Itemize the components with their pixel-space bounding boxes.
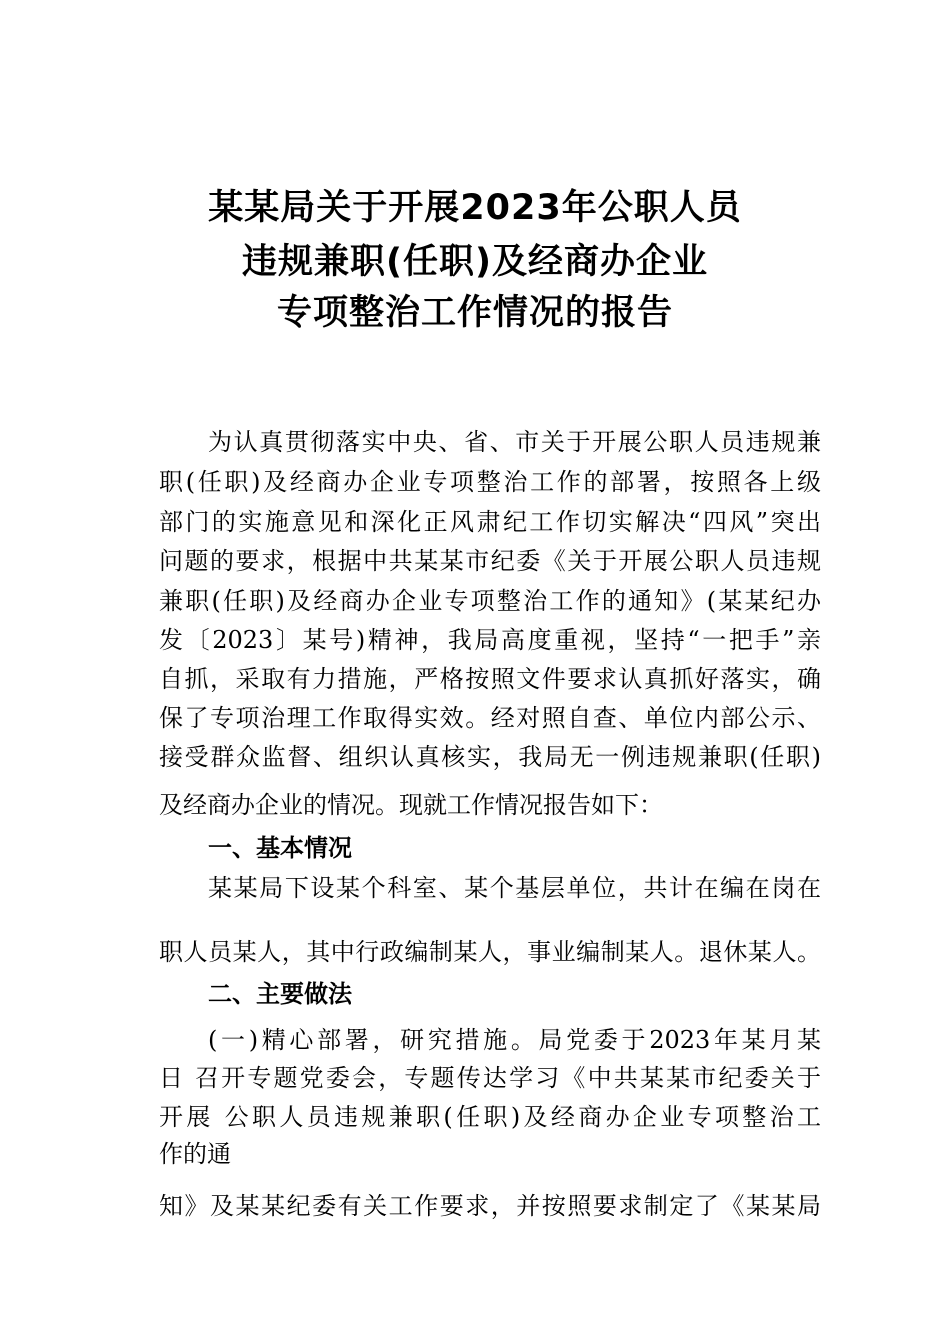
section2-line: 日 召开专题党委会，专题传达学习《中共某某市纪委关于 bbox=[159, 1064, 821, 1092]
intro-line: 问题的要求，根据中共某某市纪委《关于开展公职人员违规 bbox=[159, 547, 821, 575]
section2-line: (一)精心部署，研究措施。局党委于2023年某月某 bbox=[208, 1026, 821, 1054]
intro-line: 自抓，采取有力措施，严格按照文件要求认真抓好落实，确 bbox=[159, 665, 821, 693]
intro-line: 及经商办企业的情况。现就工作情况报告如下： bbox=[159, 791, 663, 819]
intro-line: 部门的实施意见和深化正风肃纪工作切实解决“四风”突出 bbox=[159, 508, 821, 536]
intro-line: 接受群众监督、组织认真核实，我局无一例违规兼职(任职) bbox=[159, 743, 821, 771]
section2-line: 开展 公职人员违规兼职(任职)及经商办企业专项整治工 bbox=[159, 1103, 821, 1131]
report-title-line-3: 专项整治工作情况的报告 bbox=[276, 293, 673, 333]
intro-line: 兼职(任职)及经商办企业专项整治工作的通知》(某某纪办 bbox=[159, 587, 821, 615]
intro-line: 保了专项治理工作取得实效。经对照自查、单位内部公示、 bbox=[159, 704, 821, 732]
report-title-line-1: 某某局关于开展2023年公职人员 bbox=[208, 188, 742, 228]
report-title-line-2: 违规兼职(任职)及经商办企业 bbox=[242, 242, 708, 282]
section1-line: 某某局下设某个科室、某个基层单位，共计在编在岗在 bbox=[208, 874, 821, 902]
intro-line: 职(任职)及经商办企业专项整治工作的部署，按照各上级 bbox=[159, 468, 821, 496]
section-heading-main-practices: 二、主要做法 bbox=[208, 980, 352, 1008]
section1-line: 职人员某人，其中行政编制某人，事业编制某人。退休某人。 bbox=[159, 938, 821, 966]
section2-line: 作的通 bbox=[159, 1140, 231, 1168]
section2-line: 知》及某某纪委有关工作要求，并按照要求制定了《某某局 bbox=[159, 1192, 821, 1220]
intro-line: 为认真贯彻落实中央、省、市关于开展公职人员违规兼 bbox=[208, 428, 821, 456]
section-heading-basic-situation: 一、基本情况 bbox=[208, 834, 352, 862]
intro-line: 发〔2023〕某号)精神，我局高度重视，坚持“一把手”亲 bbox=[159, 626, 821, 654]
